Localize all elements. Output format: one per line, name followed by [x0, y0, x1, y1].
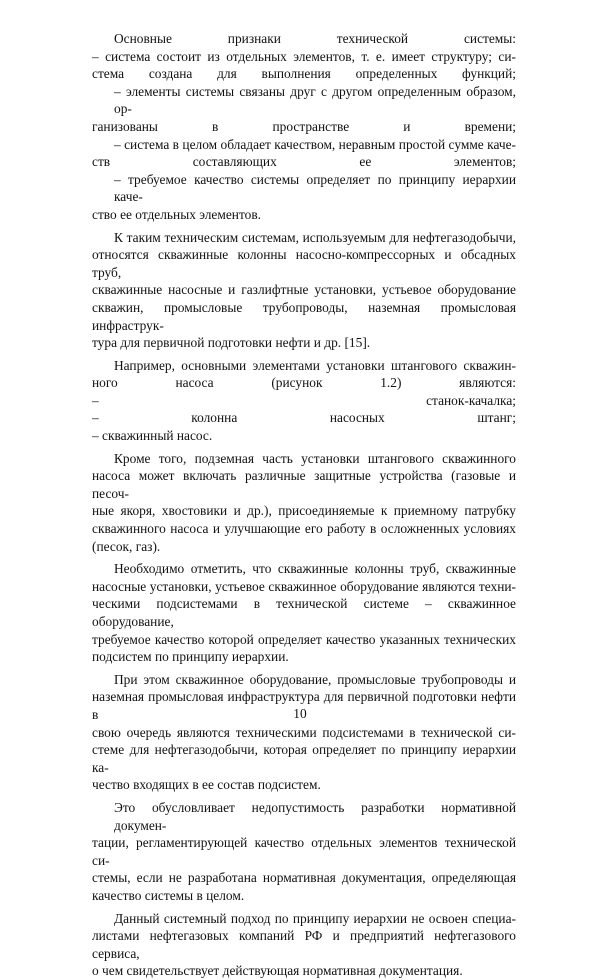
text-line: ческими подсистемами в технической системе – скважинное оборудование, [92, 596, 516, 629]
text-line: скважин, промысловые трубопроводы, наземная промысловая инфраструк- [92, 299, 516, 333]
text-line: К таким техническим системам, используемым для нефтегазодобычи, [114, 229, 516, 245]
paragraph [92, 910, 516, 980]
text-line: (песок, газ). [92, 538, 161, 554]
text-line: Необходимо отметить, что скважинные колонны труб, скважинные [114, 561, 516, 577]
paragraph [92, 450, 516, 556]
text-line: качество системы в целом. [92, 887, 245, 903]
text-line: – скважинный насос. [92, 428, 213, 444]
text-line: скважинные насосные и газлифтные установки, устьевое оборудование [92, 282, 516, 298]
text-line: листами нефтегазовых компаний РФ и предприятий нефтегазового сервиса, [92, 928, 516, 961]
body-text [92, 30, 516, 980]
text-line: свою очередь являются техническими подсистемами в технической си- [92, 724, 516, 740]
text-line: ные якоря, хвостовики и др.), присоединяемые к приемному патрубку [92, 503, 516, 519]
text-line: – элементы системы связаны друг с другом определенным образом, ор- [114, 83, 516, 117]
paragraph [92, 30, 516, 224]
paragraph [92, 799, 516, 905]
text-line: – система состоит из отдельных элементов, т. е. имеет структуру; си- [92, 48, 516, 64]
text-line: скважинного насоса и улучшающие его работу в осложненных условиях [92, 521, 516, 537]
text-line: чество входящих в ее состав подсистем. [92, 777, 321, 793]
paragraph [92, 671, 516, 794]
text-line: – система в целом обладает качеством, неравным простой сумме каче- [114, 136, 516, 152]
paragraph [92, 560, 516, 666]
text-line: Данный системный подход по принципу иерархии не освоен специа- [114, 910, 516, 926]
text-line: тации, регламентирующей качество отдельных элементов технической си- [92, 835, 516, 868]
text-line: ств составляющих ее элементов; [92, 154, 516, 170]
text-line: – требуемое качество системы определяет по принципу иерархии каче- [114, 171, 516, 205]
text-line: стема создана для выполнения определенных функций; [92, 66, 516, 82]
text-line: подсистем по принципу иерархии. [92, 649, 289, 665]
text-line: наземная промысловая инфраструктура для первичной подготовки нефти в [92, 689, 516, 722]
text-line: о чем свидетельствует действующая нормативная документация. [92, 963, 463, 979]
paragraph [92, 229, 516, 352]
text-line: Основные признаки технической системы: [114, 31, 516, 46]
text-line: Кроме того, подземная часть установки штангового скважинного [114, 450, 516, 466]
text-line: требуемое качество которой определяет качество указанных технических [92, 631, 516, 647]
text-line: Например, основными элементами установки штангового скважин- [114, 357, 516, 373]
text-line: ного насоса (рисунок 1.2) являются: [92, 375, 516, 391]
paragraph [92, 357, 516, 445]
text-line: насосные установки, устьевое скважинное оборудование являются техни- [92, 578, 516, 594]
text-line: стемы, если не разработана нормативная документация, определяющая [92, 870, 516, 886]
text-line: ганизованы в пространстве и времени; [92, 118, 516, 134]
text-line: насоса может включать различные защитные устройства (газовые и песоч- [92, 468, 516, 501]
text-line: относятся скважинные колонны насосно-компрессорных и обсадных труб, [92, 247, 516, 280]
text-line: – станок-качалка; [92, 392, 516, 408]
text-line: тура для первичной подготовки нефти и др. [15]. [92, 335, 371, 351]
page-number: 10 [293, 706, 307, 721]
text-line: стеме для нефтегазодобычи, которая определяет по принципу иерархии ка- [92, 742, 516, 775]
text-line: ство ее отдельных элементов. [92, 206, 262, 222]
text-line: Это обусловливает недопустимость разработки нормативной докумен- [114, 799, 516, 833]
text-line: При этом скважинное оборудование, промысловые трубопроводы и [114, 671, 516, 687]
text-line: – колонна насосных штанг; [92, 410, 516, 426]
